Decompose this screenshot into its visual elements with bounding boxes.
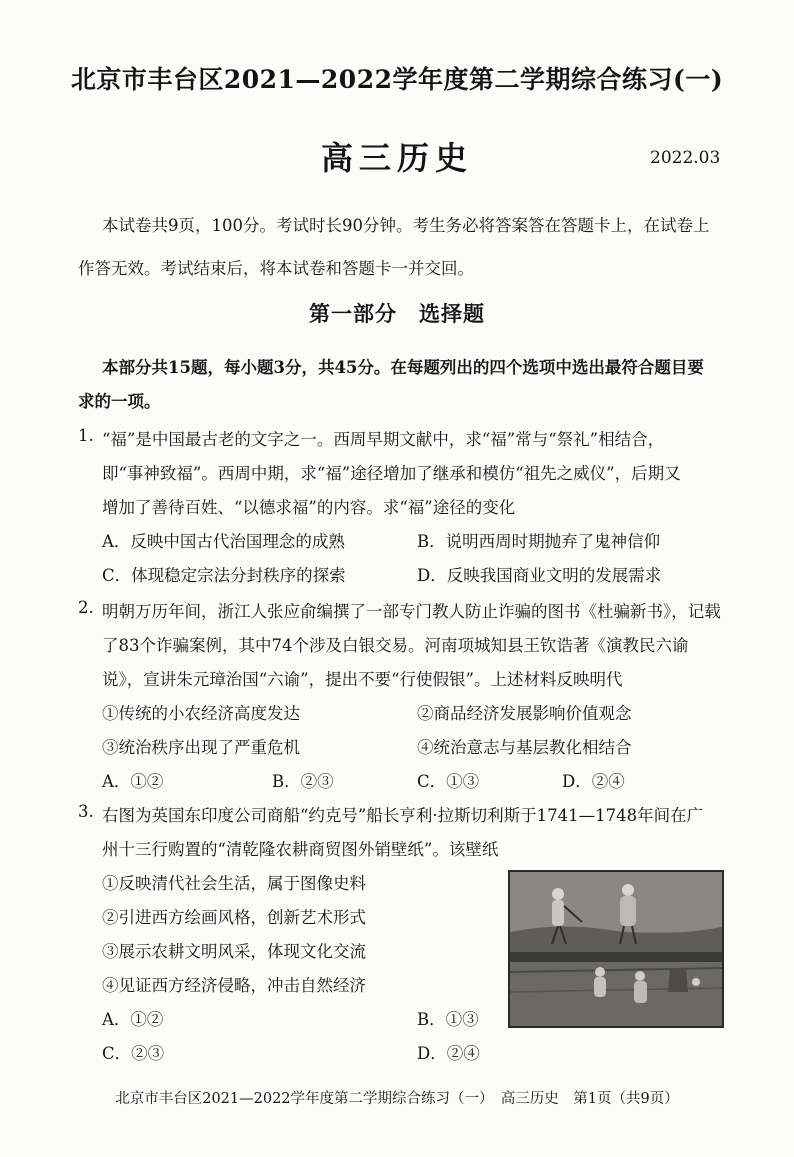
q2-option-b: B．②③	[272, 772, 334, 791]
q3-option-b: B．①③	[417, 1010, 479, 1029]
subject-title: 高三历史	[320, 139, 473, 177]
wallpaper-image	[508, 870, 724, 1028]
q1-option-a: A．反映中国古代治国理念的成熟	[102, 532, 345, 551]
exam-date: 2022.03	[650, 148, 721, 168]
q1-stem-line-2: 即“事神致福”。西周中期，求“福”途径增加了继承和模仿“祖先之威仪”，后期又	[102, 464, 681, 483]
q2-option-d: D．②④	[562, 772, 625, 791]
q1-number: 1.	[78, 426, 94, 445]
q3-stem-line-1: 右图为英国东印度公司商船“约克号”船长亨利·拉斯切利斯于1741—1748年间在广	[102, 806, 704, 825]
q1-stem-line-3: 增加了善待百姓、“以德求福”的内容。求“福”途径的变化	[102, 498, 516, 517]
q3-option-c: C．②③	[102, 1044, 165, 1063]
q3-number: 3.	[78, 802, 94, 821]
q1-option-b: B．说明西周时期抛弃了鬼神信仰	[417, 532, 661, 551]
q2-stem-line-2: 了83个诈骗案例，其中74个涉及白银交易。河南项城知县王钦诰著《演教民六谕	[102, 636, 689, 655]
q1-option-d: D．反映我国商业文明的发展需求	[417, 566, 662, 585]
q3-option-d: D．②④	[417, 1044, 480, 1063]
q1-option-c: C．体现稳定宗法分封秩序的探索	[102, 566, 346, 585]
q3-statement-3: ③展示农耕文明风采，体现文化交流	[102, 942, 366, 961]
instruction-line-2: 作答无效。考试结束后，将本试卷和答题卡一并交回。	[78, 259, 474, 278]
q3-statement-1: ①反映清代社会生活，属于图像史料	[102, 874, 366, 893]
q2-statement-4: ④统治意志与基层教化相结合	[417, 738, 632, 757]
section-intro-line-1: 本部分共15题，每小题3分，共45分。在每题列出的四个选项中选出最符合题目要	[102, 358, 704, 377]
section-intro-line-2: 求的一项。	[78, 392, 161, 411]
q2-option-a: A．①②	[102, 772, 164, 791]
q3-statement-4: ④见证西方经济侵略，冲击自然经济	[102, 976, 366, 995]
q3-statement-2: ②引进西方绘画风格，创新艺术形式	[102, 908, 366, 927]
wallpaper-illustration	[510, 872, 722, 1026]
instruction-line-1: 本试卷共9页，100分。考试时长90分钟。考生务必将答案答在答题卡上，在试卷上	[102, 216, 710, 235]
page-footer: 北京市丰台区2021—2022学年度第二学期综合练习（一） 高三历史 第1页（共9页）	[115, 1091, 679, 1107]
q2-statement-1: ①传统的小农经济高度发达	[102, 704, 300, 723]
q2-stem-line-1: 明朝万历年间，浙江人张应俞编撰了一部专门教人防止诈骗的图书《杜骗新书》，记载	[102, 602, 721, 621]
q2-option-c: C．①③	[417, 772, 480, 791]
q2-number: 2.	[78, 598, 94, 617]
section-title: 第一部分 选择题	[309, 301, 485, 326]
q3-option-a: A．①②	[102, 1010, 164, 1029]
q3-stem-line-2: 州十三行购置的“清乾隆农耕商贸图外销壁纸”。该壁纸	[102, 840, 499, 859]
q2-statement-3: ③统治秩序出现了严重危机	[102, 738, 300, 757]
q2-statement-2: ②商品经济发展影响价值观念	[417, 704, 632, 723]
q2-stem-line-3: 说》，宣讲朱元璋治国“六谕”，提出不要“行使假银”。上述材料反映明代	[102, 670, 623, 689]
q1-stem-line-1: “福”是中国最古老的文字之一。西周早期文献中，求“福”常与“祭礼”相结合，	[102, 430, 665, 449]
exam-title: 北京市丰台区2021—2022学年度第二学期综合练习(一)	[70, 65, 724, 94]
